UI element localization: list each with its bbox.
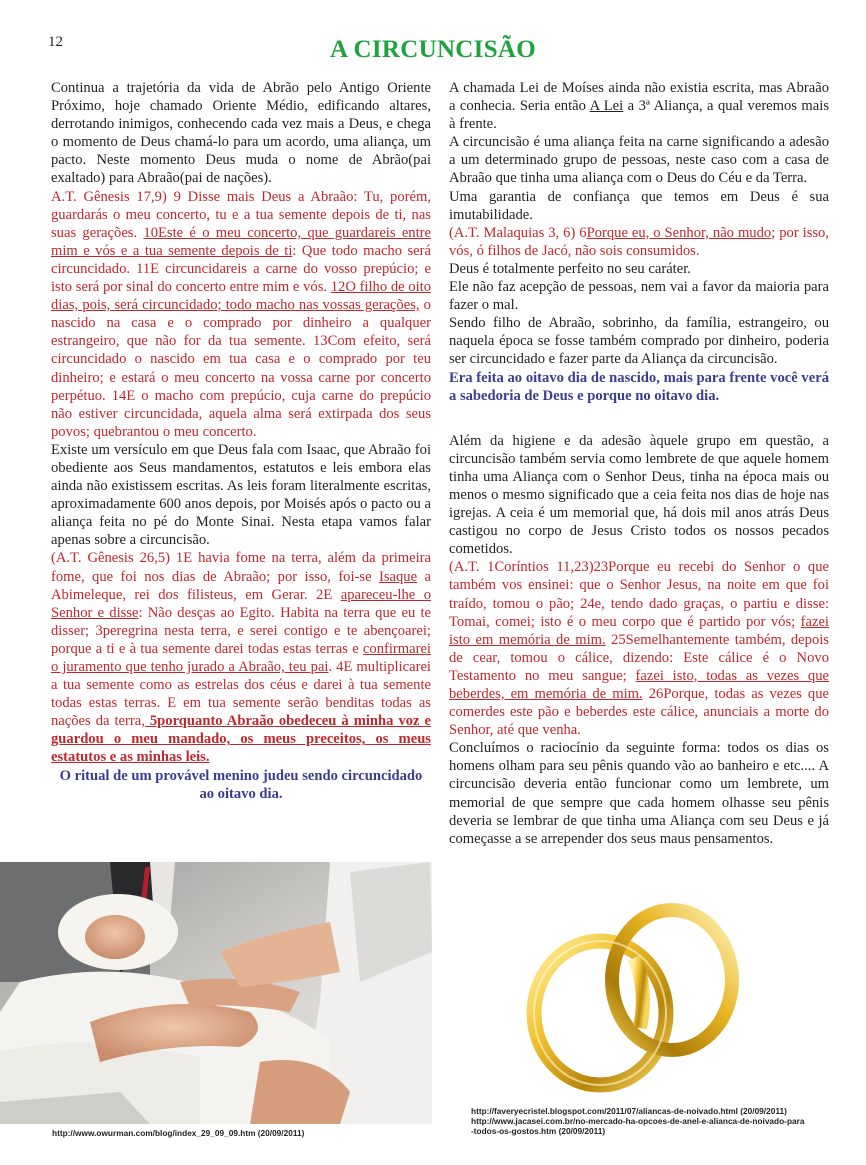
- family-paragraph: Sendo filho de Abraão, sobrinho, da família, estrangeiro, ou naquela época se fosse também comprado por dinheiro, poderia ser circuncidado e fazer parte da Aliança da circuncisão.: [449, 315, 829, 368]
- genesis-17-quote: A.T. Gênesis 17,9) 9 Disse mais Deus a Abraão: Tu, porém, guardarás o meu concerto, tu e a tua semente depois de ti, nas suas gerações. 10Este é o meu concerto, que guardareis entre mim e vós e a tua semente depois de ti: Que todo macho será circuncidado. 11E circuncidareis a carne do vosso prepúcio; e isto será por sinal do concerto entre mim e vós. 12O filho de oito dias, pois, será circuncidado; todo macho nas vossas gerações, o nascido na casa e o comprado por dinheiro a qualquer estrangeiro, que não for da tua semente. 13Com efeito, será circuncidado o nascido em tua casa e o comprado por teu dinheiro; e estará o meu concerto na vossa carne por concerto perpétuo. 14E o macho com prepúcio, cuja carne do prepúcio não estiver circuncidada, aquela alma será extirpada dos seus povos; quebrantou o meu concerto.: [51, 188, 432, 440]
- isaac-paragraph: Existe um versículo em que Deus fala com Isaac, que Abraão foi obediente aos Seus mandamentos, estatutos e leis embora elas ainda não existissem escritas. As leis foram literalmente escritas, aproximadamente 600 anos depois, por Moisés após o pacto ou a aliança feita no pé do Monte Sinai. Nesta etapa vamos falar apenas sobre a circuncisão.: [51, 441, 431, 549]
- no-favoritism-paragraph: Ele não faz acepção de pessoas, nem vai a favor da maioria para fazer o mal.: [449, 279, 829, 314]
- right-column: [449, 79, 829, 848]
- hygiene-paragraph: Além da higiene e da adesão àquele grupo em questão, a circuncisão também servia como lembrete de que aquele homem tinha uma Aliança com o Senhor Deus, tinha na época mais ou menos o mesmo significado que a ceia feita nos dias de hoje nas igrejas. A ceia é um memorial que, há dois mil anos atrás Deus castigou no corpo de Jesus Cristo todos os nossos pecados cometidos.: [449, 432, 829, 558]
- corinthians-quote: (A.T. 1Coríntios 11,23)23Porque eu recebi do Senhor o que também vos ensinei: que o Senhor Jesus, na noite em que foi traído, tomou o pão; 24e, tendo dado graças, o partiu e disse: Tomai, comei; isto é o meu corpo que é partido por vós; fazei isto em memória de mim. 25Semelhantemente também, depois de cear, tomou o cálice, dizendo: Este cálice é o Novo Testamento no meu sangue; fazei isto, todas as vezes que beberdes, em memória de mim. 26Porque, todas as vezes que comerdes este pão e beberdes este cálice, anunciais a morte do Senhor, até que venha.: [449, 559, 830, 739]
- left-column: [51, 79, 431, 803]
- intro-paragraph: Continua a trajetória da vida de Abrão pelo Antigo Oriente Próximo, hoje chamado Oriente Médio, edificando altares, derrotando inimigos, conhecendo cada vez mais a Deus, e chega o momento de Deus chamá-lo para um acordo, uma aliança, um pacto. Neste momento Deus muda o nome de Abrão(pai exaltado) para Abraão(pai de nações).: [51, 80, 431, 187]
- malachi-quote: (A.T. Malaquias 3, 6) 6Porque eu, o Senhor, não mudo; por isso, vós, ó filhos de Jacó, não sois consumidos.: [449, 224, 830, 259]
- perfect-paragraph: Deus é totalmente perfeito no seu caráter.: [449, 260, 691, 277]
- page-title: A CIRCUNCISÃO: [329, 36, 536, 63]
- genesis-26-quote: (A.T. Gênesis 26,5) 1E havia fome na terra, além da primeira fome, que foi nos dias de Abraão; por isso, foi-se Isaque a Abimeleque, rei dos filisteus, em Gerar. 2E apareceu-lhe o Senhor e disse: Não desças ao Egito. Habita na terra que eu te disser; 3peregrina nesta terra, e serei contigo e te abençoarei; porque a ti e à tua semente darei todas estas terras e confirmarei o juramento que tenho jurado a Abraão, teu pai. 4E multiplicarei a tua semente como as estrelas dos céus e darei à tua semente todas estas terras. E em tua semente serão benditas todas as nações da terra, 5porquanto Abraão obedeceu à minha voz e guardou o meu mandado, os meus preceitos, os meus estatutos e as minhas leis.: [51, 550, 431, 766]
- page-number: 12: [48, 34, 63, 50]
- covenant-paragraph: A circuncisão é uma aliança feita na carne significando a adesão a um determinado grupo de pessoas, neste caso com a casa de Abraão que tinha uma aliança com o Deus do Céu e da Terra.: [449, 134, 829, 187]
- conclusion-paragraph: Concluímos o raciocínio da seguinte forma: todos os dias os homens olham para seu pênis quando vão ao banheiro e etc.... A circuncisão deveria então funcionar como um lembrete, um memorial de que sempre que cada homem olhasse seu pênis deveria se lembrar de que tinha uma Aliança com seu Deus e já começasse a se arrepender dos seus maus pensamentos.: [449, 740, 829, 847]
- rings-source-credit: http://faveryecristel.blogspot.com/2011/07/aliancas-de-noivado.html (20/09/2011) http://www.jacasei.com.br/no-mercado-ha-opcoes-de-anel-e-alianca-de-noivado-para -todos-os-gostos.htm (20/09/2011): [471, 1106, 805, 1136]
- photo-caption: O ritual de um provável menino judeu sendo circuncidado ao oitavo dia.: [59, 767, 423, 802]
- photo-source-credit: http://www.owurman.com/blog/index_29_09_09.htm (20/09/2011): [52, 1128, 305, 1138]
- circumcision-ritual-photo: [0, 862, 432, 1124]
- eighth-day-highlight: Era feita ao oitavo dia de nascido, mais para frente você verá a sabedoria de Deus e porque no oitavo dia.: [449, 369, 829, 404]
- guarantee-paragraph: Uma garantia de confiança que temos em Deus é sua imutabilidade.: [449, 188, 829, 223]
- wedding-rings-image: [522, 898, 748, 1103]
- moses-law-paragraph: A chamada Lei de Moíses ainda não existia escrita, mas Abraão a conhecia. Seria então A Lei a 3ª Aliança, a qual veremos mais à frente.: [449, 80, 829, 133]
